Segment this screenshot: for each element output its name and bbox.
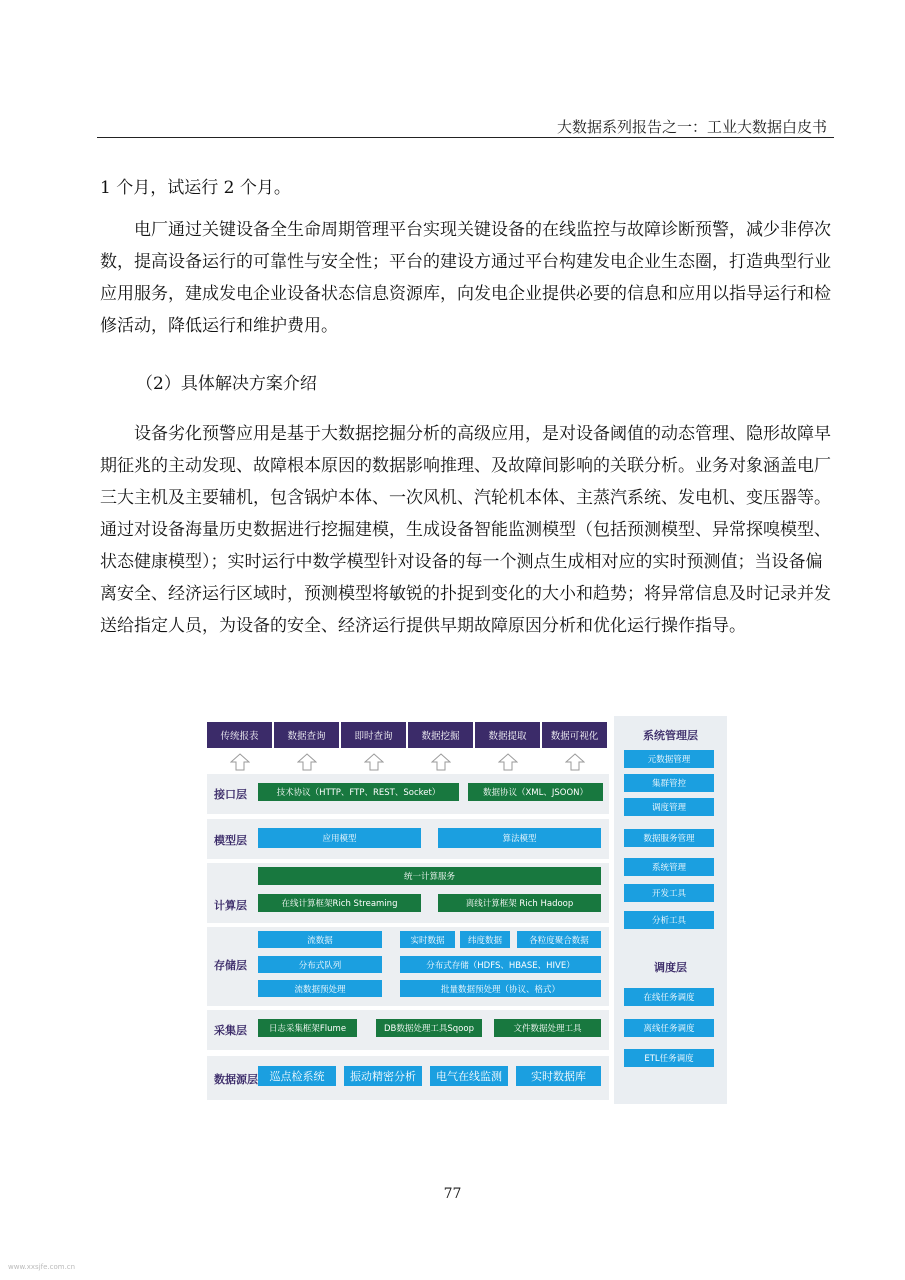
schedule-management-box: 调度管理 [624,798,714,816]
distributed-storage-box: 分布式存储（HDFS、HBASE、HIVE） [400,956,601,973]
stream-data-box: 流数据 [258,931,382,948]
scheduling-title: 调度层 [654,961,687,974]
watermark: www.xxsjfe.com.cn [8,1263,76,1271]
tab-data-query: 数据查询 [274,722,340,748]
tab-instant-query: 即时查询 [341,722,407,748]
dimension-data-box: 纬度数据 [460,931,510,948]
up-arrow-icon [565,753,585,771]
tech-protocol-box: 技术协议（HTTP、FTP、REST、Socket） [258,783,459,801]
tab-data-mining: 数据挖掘 [408,722,474,748]
up-arrow-icon [230,753,250,771]
cluster-control-box: 集群管控 [624,774,714,792]
analysis-tools-box: 分析工具 [624,911,714,929]
sqoop-box: DB数据处理工具Sqoop [376,1019,482,1037]
source-layer-label: 数据源层 [214,1073,258,1086]
offline-compute-box: 离线计算框架 Rich Hadoop [438,894,601,912]
distributed-queue-box: 分布式队列 [258,956,382,973]
up-arrow-icon [364,753,384,771]
electrical-monitor-box: 电气在线监测 [430,1066,508,1086]
section-heading-text: （2）具体解决方案介绍 [136,374,317,394]
collection-layer-label: 采集层 [214,1024,247,1037]
flume-box: 日志采集框架Flume [258,1019,357,1037]
paragraph-2 [100,418,835,642]
up-arrow-icon [498,753,518,771]
aggregated-data-box: 各粒度聚合数据 [517,931,601,948]
realtime-data-box: 实时数据 [400,931,455,948]
etl-task-schedule-box: ETL任务调度 [624,1049,714,1067]
running-header: 大数据系列报告之一：工业大数据白皮书 [556,118,827,136]
metadata-management-box: 元数据管理 [624,750,714,768]
system-management-title: 系统管理层 [643,729,698,742]
batch-preprocess-box: 批量数据预处理（协议、格式） [400,980,601,997]
side-panel [614,716,727,1104]
section-heading [100,368,871,400]
application-model-box: 应用模型 [258,828,421,848]
up-arrow-icon [297,753,317,771]
vibration-analysis-box: 振动精密分析 [344,1066,422,1086]
system-management-box: 系统管理 [624,858,714,876]
page-number: 77 [443,1186,462,1202]
file-tool-box: 文件数据处理工具 [494,1019,601,1037]
architecture-diagram [207,716,727,1104]
realtime-database-box: 实时数据库 [516,1066,601,1086]
online-task-schedule-box: 在线任务调度 [624,988,714,1006]
interface-layer-label: 接口层 [214,788,247,801]
unified-compute-box: 统一计算服务 [258,867,601,885]
paragraph-2-text: 设备劣化预警应用是基于大数据挖掘分析的高级应用，是对设备阈值的动态管理、隐形故障早期征兆的主动发现、故障根本原因的数据影响推理、及故障间影响的关联分析。业务对象涵盖电厂三大主机及主要辅机，包含锅炉本体、一次风机、汽轮机本体、主蒸汽系统、发电机、变压器等。通过对设备海量历史数据进行挖掘建模，生成设备智能监测模型（包括预测模型、异常探嗅模型、状态健康模型）；实时运行中数学模型针对设备的每一个测点生成相对应的实时预测值；当设备偏离安全、经济运行区域时，预测模型将敏锐的扑捉到变化的大小和趋势；将异常信息及时记录并发送给指定人员，为设备的安全、经济运行提供早期故障原因分析和优化运行操作指导。 [100,424,831,636]
header-rule [97,137,834,138]
paragraph-1-text: 电厂通过关键设备全生命周期管理平台实现关键设备的在线监控与故障诊断预警，减少非停次数，提高设备运行的可靠性与安全性；平台的建设方通过平台构建发电企业生态圈，打造典型行业应用服务，建成发电企业设备状态信息资源库，向发电企业提供必要的信息和应用以指导运行和检修活动，降低运行和维护费用。 [100,220,831,336]
data-protocol-box: 数据协议（XML、JSOON） [468,783,603,801]
tab-traditional-report: 传统报表 [207,722,273,748]
algorithm-model-box: 算法模型 [438,828,601,848]
compute-layer-label: 计算层 [214,899,247,912]
continuation-text: 1 个月，试运行 2 个月。 [100,178,291,198]
continuation-line [100,172,835,204]
dev-tools-box: 开发工具 [624,884,714,902]
platform-stack [207,716,609,1104]
up-arrow-icon [431,753,451,771]
offline-task-schedule-box: 离线任务调度 [624,1019,714,1037]
model-layer-label: 模型层 [214,834,247,847]
tab-data-visualization: 数据可视化 [542,722,608,748]
paragraph-1 [100,214,835,342]
online-compute-box: 在线计算框架Rich Streaming [258,894,421,912]
data-service-management-box: 数据服务管理 [624,829,714,847]
tab-data-extraction: 数据提取 [475,722,541,748]
stream-preprocess-box: 流数据预处理 [258,980,382,997]
storage-layer-label: 存储层 [214,959,247,972]
inspection-system-box: 巡点检系统 [258,1066,336,1086]
